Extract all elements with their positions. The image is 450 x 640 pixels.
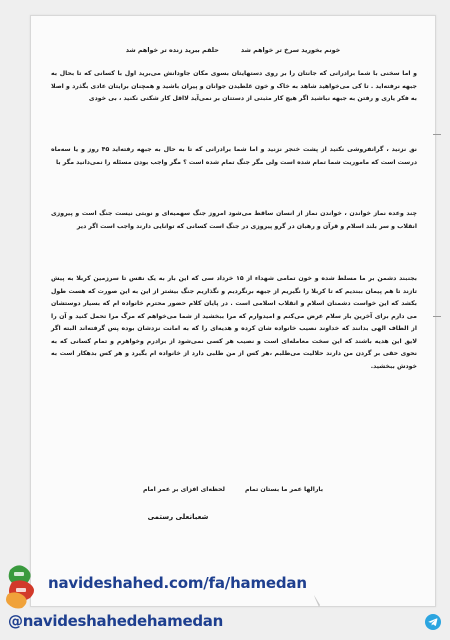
page-fold-mark <box>433 316 441 317</box>
telegram-icon[interactable] <box>425 614 441 630</box>
navideshahed-logo-icon <box>4 560 44 610</box>
heading-verse-right: خونم بخورید سرخ تر خواهم شد <box>240 46 341 54</box>
footer-social-handle[interactable]: @navideshahedehamedan <box>8 612 223 630</box>
footer-website-url[interactable]: navideshahed.com/fa/hamedan <box>48 574 307 592</box>
signature: شعبانعلی رستمی <box>147 513 209 521</box>
paragraph-1: و اما سخنی با شما برادرانی که جانتان را بر روی دستهایتان بسوی مکان جاودانش می‌برید اول با کسانی که تا بحال به جبهه نرفته‌اید . تا کی می‌خواهید شاهد به خاک و خون غلطیدن جوانان و پیران باشید و همچنان برایتان عادی بگذرد و اصلا به فکر یاری و رفتن به جبهه نباشید اگر هیچ کار مثبتی از دستتان بر نمی‌آید لااقل کار شکنی نکنید ، بی خودی <box>51 70 417 102</box>
heading-verse <box>31 46 435 54</box>
closing-verse-left: لحظه‌ای افزای بر عمر امام <box>142 486 225 493</box>
document-sheet <box>30 15 436 607</box>
page-fold-mark <box>433 134 441 135</box>
closing-verse-right: بارالها عمر ما بستان تمام <box>244 486 324 493</box>
pen-mark-icon <box>312 594 322 608</box>
heading-verse-left: حلقم ببرید زنده تر خواهم شد <box>125 46 219 54</box>
paragraph-3: چند وعده نماز خواندن ، خواندن نماز از انسان ساقط می‌شود امروز جنگ سهمیه‌ای و نوبتی نیست جنگ است و پیروزی انقلاب و سر بلند اسلام و قرآن و رهبان در گرو پیروزی در جنگ است کسانی که توانایی دارند واجب است اگر دیر <box>51 210 417 230</box>
paragraph-2: نق نزنید ، گرانفروشی نکنید از پشت خنجر نزنید و اما شما برادرانی که تا به حال به جبهه رفته‌اید ۴۵ روز و یا سه‌ماه درست است که ماموریت شما تمام شده است ولی مگر جنگ تمام شده است ؟ مگر واجب بودن مسئله را نمی‌دانید مگر با <box>51 146 417 166</box>
closing-verse <box>31 486 435 493</box>
paragraph-4: بجنبند دشمن بر ما مسلط شده و خون تمامی شهداء از ۱۵ خرداد سی که این بار به یک نفس تا سرزمین کربلا به پیش تازند تا هم پیمان ببندیم که تا کربلا را نگیریم از جبهه برنگردیم و نگذاریم جنگ بیشتر از این به این صورت که هست طول بکشد که این خواست دشمنان اسلام و انقلاب اسلامی است . در پایان کلام حضور محترم خانواده ام که بسیار دوستشان می دارم برای آخرین بار سلام عرض می‌کنم و امیدوارم که مرا ببخشید از شما می‌خواهم که مرگ مرا تحمل کنید و آن را از الطاف الهی بدانند که خداوند نصیب خانواده شان کرده و هدیه‌ای را که به امانت نزدشان بوده پس گرفته‌اند البته اگر لایق این هدیه باشند که این سخت معامله‌ای است و نصیب هر کسی نمی‌شود از برادرم وخواهرم و تمام کسانی که به نحوی حقی بر گردن من دارند حلالیت می‌طلبم ،هر کس از من طلبی دارد از خانواده ام بگیرد و هر کس بدهکار است به خودش ببخشید. <box>51 275 417 370</box>
